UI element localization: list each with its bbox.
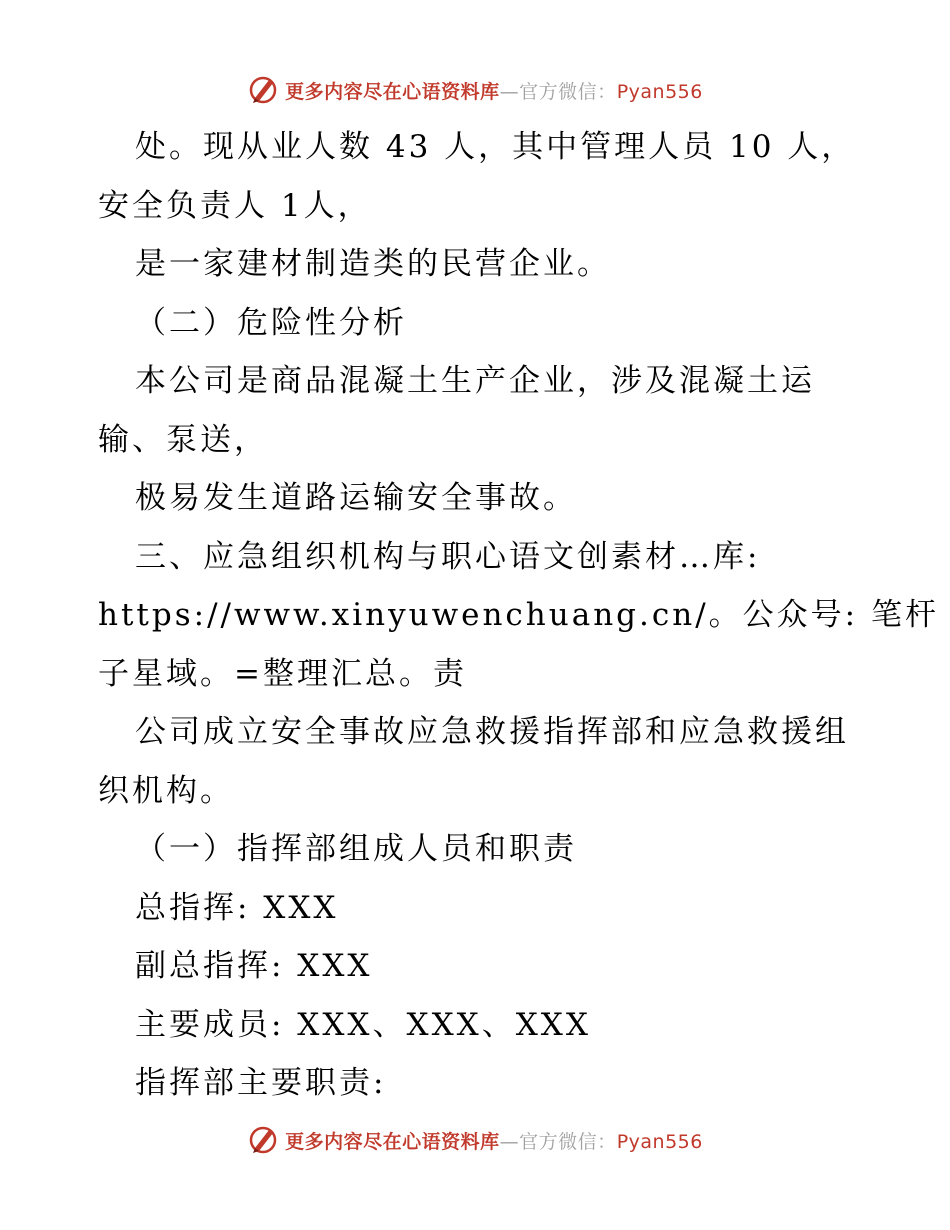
section-heading: 三、应急组织机构与职心语文创素材…库:	[135, 538, 761, 575]
body-line: 安全负责人 1人，	[98, 187, 372, 224]
header-contact-id: Pyan556	[616, 80, 703, 103]
header-watermark	[0, 72, 950, 108]
body-line: 织机构。	[98, 772, 234, 809]
body-line: 输、泵送，	[98, 421, 268, 458]
footer-watermark-text	[285, 1127, 703, 1154]
pen-circle-logo-icon	[247, 74, 279, 106]
body-line: 副总指挥: XXX	[135, 948, 373, 984]
body-line: 指挥部主要职责:	[135, 1065, 387, 1101]
header-watermark-text	[285, 77, 703, 104]
body-line: 总指挥: XXX	[135, 889, 339, 926]
document-body	[98, 118, 939, 1113]
body-line: https://www.xinyuwenchuang.cn/。公众号: 笔杆	[98, 597, 939, 633]
footer-contact-label: 官方微信：	[519, 1130, 617, 1153]
header-contact-label: 官方微信：	[519, 80, 617, 103]
body-line: 子星域。=整理汇总。责	[98, 655, 467, 692]
footer-watermark	[0, 1122, 950, 1158]
body-line: 本公司是商品混凝土生产企业，涉及混凝土运	[135, 363, 815, 399]
footer-dash: —	[499, 1130, 520, 1153]
body-line: 是一家建材制造类的民营企业。	[135, 246, 611, 282]
body-line: 极易发生道路运输安全事故。	[135, 480, 577, 516]
body-line: 主要成员: XXX、XXX、XXX	[135, 1006, 591, 1043]
header-dash: —	[499, 80, 520, 103]
section-heading: （二）危险性分析	[135, 304, 407, 341]
footer-contact-id: Pyan556	[616, 1130, 703, 1153]
section-heading: （一）指挥部组成人员和职责	[135, 831, 577, 867]
body-line: 处。现从业人数 43 人，其中管理人员 10 人，	[135, 129, 856, 165]
header-brand: 更多内容尽在心语资料库	[285, 80, 500, 103]
footer-brand: 更多内容尽在心语资料库	[285, 1130, 500, 1153]
body-line: 公司成立安全事故应急救援指挥部和应急救援组	[135, 714, 849, 750]
pen-circle-logo-icon	[247, 1124, 279, 1156]
